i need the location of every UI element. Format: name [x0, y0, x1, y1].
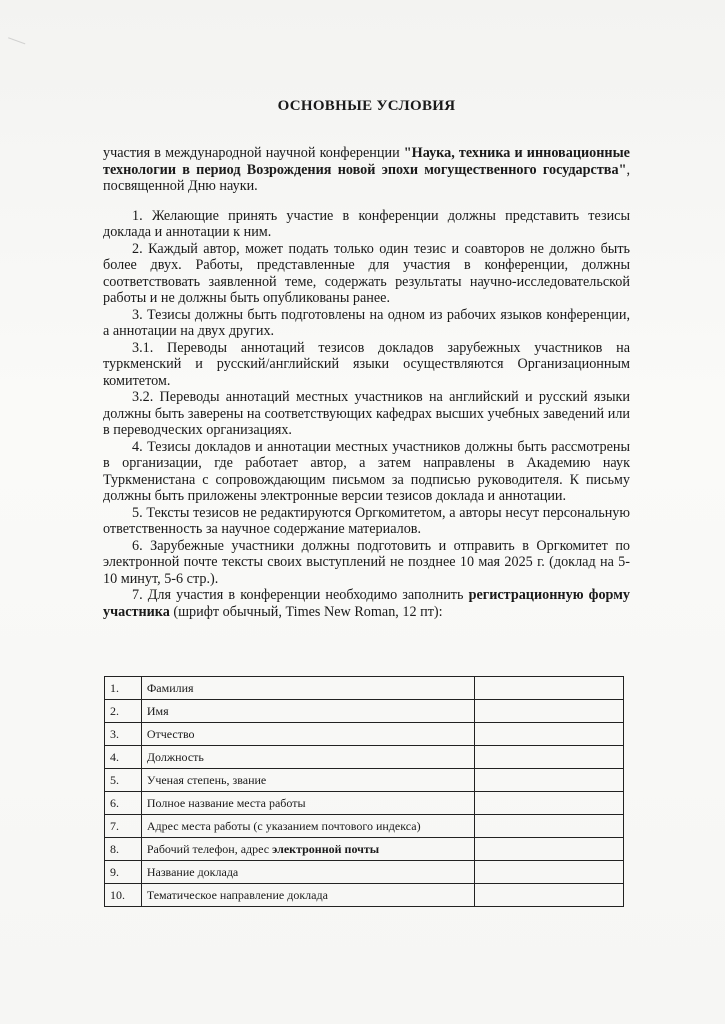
- row-number: 7.: [105, 815, 142, 838]
- field-label-cell: [141, 700, 474, 723]
- field-label: Должность: [146, 749, 204, 764]
- table-row: [105, 746, 624, 769]
- field-label: Ученая степень, звание: [146, 772, 267, 787]
- registration-form-ref: регистрационную форму участника: [103, 587, 630, 620]
- field-label: Название доклада: [146, 864, 239, 879]
- row-number: 6.: [105, 792, 142, 815]
- table-row: [105, 769, 624, 792]
- field-label-cell: [141, 815, 474, 838]
- field-label-cell: [141, 861, 474, 884]
- table-row: [105, 861, 624, 884]
- condition-item-4: 4. Тезисы докладов и аннотации местных участников должны быть рассмотрены в организации, где работает автор, а затем направлены в Академию наук Туркменистана с сопровождающим письмом за подписью руководителя. К письму должны быть приложены электронные версии тезисов доклада и аннотации.: [103, 438, 630, 504]
- condition-item-2: 2. Каждый автор, может подать только один тезис и соавторов не должно быть более двух. Работы, представленные для участия в конференции, должны соответствовать заявленной теме, содержать результаты научно-исследовательской работы и не должны быть опубликованы ранее.: [103, 240, 630, 306]
- field-value-cell[interactable]: [475, 677, 624, 700]
- condition-item-6: 6. Зарубежные участники должны подготовить и отправить в Оргкомитет по электронной почте тексты своих выступлений не позднее 10 мая 2025 г. (доклад на 5-10 минут, 5-6 стр.).: [103, 537, 630, 587]
- row-number: 2.: [105, 700, 142, 723]
- row-number: 3.: [105, 723, 142, 746]
- field-label: Полное название места работы: [146, 795, 306, 810]
- field-label: Отчество: [146, 726, 195, 741]
- condition-item-1: 1. Желающие принять участие в конференции должны представить тезисы доклада и аннотации к ним.: [103, 207, 630, 240]
- table-row: [105, 723, 624, 746]
- field-label-cell: [141, 792, 474, 815]
- field-label-cell: [141, 769, 474, 792]
- document-title: ОСНОВНЫЕ УСЛОВИЯ: [277, 98, 456, 114]
- intro-text-end: , посвященной Дню науки.: [103, 161, 630, 194]
- field-label: Адрес места работы (с указанием почтового индекса): [146, 818, 421, 833]
- field-label-cell: [141, 838, 474, 861]
- table-row: [105, 815, 624, 838]
- document-body: [103, 98, 630, 620]
- condition-item-3: 3. Тезисы должны быть подготовлены на одном из рабочих языков конференции, а аннотации на двух других.: [103, 306, 630, 339]
- field-label-bold: электронной почты: [272, 841, 380, 856]
- table-row: [105, 700, 624, 723]
- row-number: 1.: [105, 677, 142, 700]
- field-value-cell[interactable]: [475, 861, 624, 884]
- field-value-cell[interactable]: [475, 838, 624, 861]
- table-row: [105, 677, 624, 700]
- field-label-cell: [141, 884, 474, 907]
- field-label: Фамилия: [146, 680, 194, 695]
- intro-paragraph: [103, 145, 630, 195]
- condition-item-3-2: 3.2. Переводы аннотаций местных участников на английский и русский языки должны быть заверены на соответствующих кафедрах высших учебных заведений или в переводческих организациях.: [103, 389, 630, 438]
- field-label: Рабочий телефон, адрес: [146, 841, 273, 856]
- condition-item-5: 5. Тексты тезисов не редактируются Оргкомитетом, а авторы несут персональную ответственность за научное содержание материалов.: [103, 504, 630, 537]
- row-number: 9.: [105, 861, 142, 884]
- condition-item-7: [103, 587, 630, 620]
- table-row: [105, 792, 624, 815]
- field-label-cell: [141, 677, 474, 700]
- item-7-text: 7. Для участия в конференции необходимо заполнить: [132, 587, 469, 603]
- intro-text: участия в международной научной конференции: [103, 145, 404, 161]
- field-label-cell: [141, 746, 474, 769]
- field-label: Имя: [146, 703, 169, 718]
- field-value-cell[interactable]: [475, 769, 624, 792]
- field-value-cell[interactable]: [475, 723, 624, 746]
- row-number: 8.: [105, 838, 142, 861]
- condition-item-3-1: 3.1. Переводы аннотаций тезисов докладов зарубежных участников на туркменский и русский/английский языки осуществляются Организационным комитетом.: [103, 339, 630, 389]
- conference-name: "Наука, техника и инновационные технологии в период Возрождения новой эпохи могущественного государства": [103, 145, 630, 178]
- field-value-cell[interactable]: [475, 815, 624, 838]
- row-number: 10.: [105, 884, 142, 907]
- field-value-cell[interactable]: [475, 792, 624, 815]
- item-7-text-end: (шрифт обычный, Times New Roman, 12 пт):: [169, 603, 443, 620]
- row-number: 5.: [105, 769, 142, 792]
- field-value-cell[interactable]: [475, 700, 624, 723]
- field-value-cell[interactable]: [475, 884, 624, 907]
- table-row: [105, 838, 624, 861]
- row-number: 4.: [105, 746, 142, 769]
- field-label: Тематическое направление доклада: [146, 887, 328, 902]
- field-label-cell: [141, 723, 474, 746]
- field-value-cell[interactable]: [475, 746, 624, 769]
- registration-form-table: [104, 676, 624, 907]
- table-row: [105, 884, 624, 907]
